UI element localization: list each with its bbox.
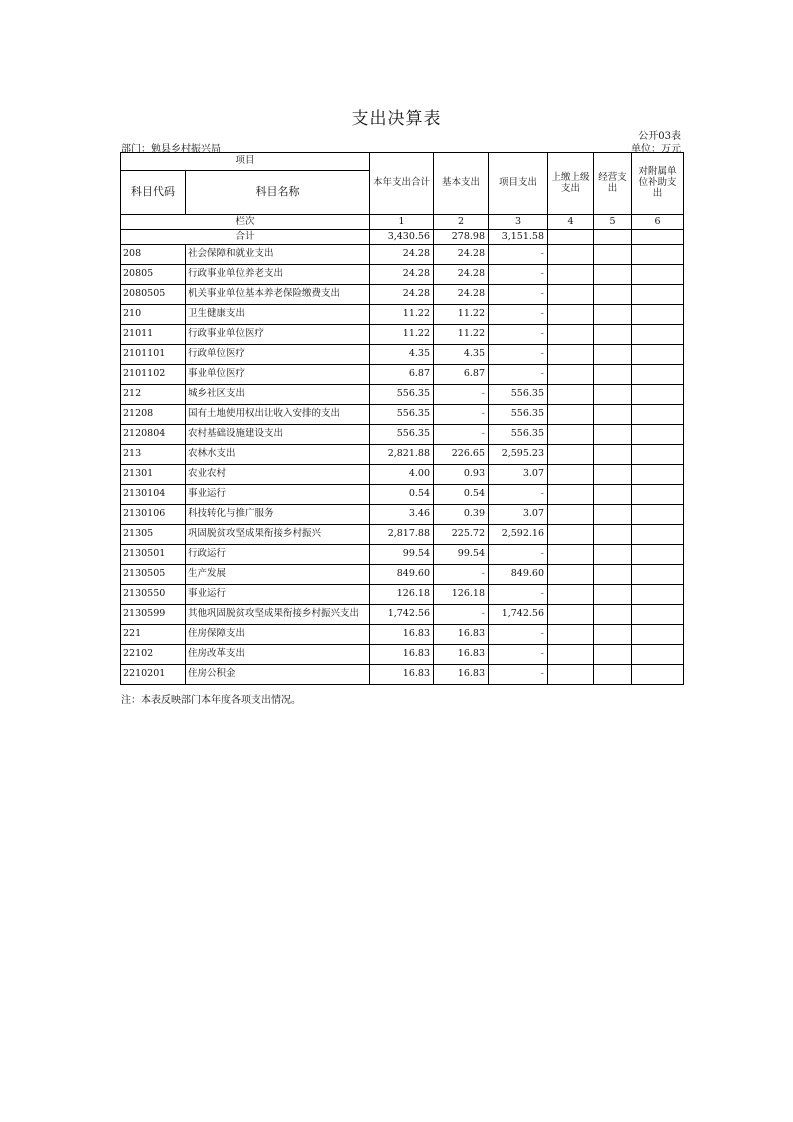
row-basic: 24.28 <box>434 265 489 285</box>
row-total: 16.83 <box>370 645 434 665</box>
row-name: 生产发展 <box>186 565 370 585</box>
header-total: 本年支出合计 <box>370 153 434 215</box>
row-basic: 6.87 <box>434 365 489 385</box>
row-upper <box>548 445 594 465</box>
row-project: - <box>489 325 548 345</box>
row-basic: 0.93 <box>434 465 489 485</box>
row-subsidy <box>632 445 684 465</box>
row-name: 住房保障支出 <box>186 625 370 645</box>
row-basic: - <box>434 405 489 425</box>
row-upper <box>548 565 594 585</box>
row-business <box>594 385 632 405</box>
row-subsidy <box>632 325 684 345</box>
row-total: 16.83 <box>370 665 434 685</box>
row-subsidy <box>632 285 684 305</box>
row-upper <box>548 345 594 365</box>
table-row <box>121 305 684 325</box>
footnote: 注：本表反映部门本年度各项支出情况。 <box>121 695 301 706</box>
row-business <box>594 545 632 565</box>
row-name: 农村基础设施建设支出 <box>186 425 370 445</box>
table-row <box>121 265 684 285</box>
row-name: 行政事业单位医疗 <box>186 325 370 345</box>
row-code: 2101102 <box>121 365 186 385</box>
row-name: 行政事业单位养老支出 <box>186 265 370 285</box>
row-subsidy <box>632 465 684 485</box>
row-total: 556.35 <box>370 425 434 445</box>
table-row <box>121 665 684 685</box>
table-row <box>121 245 684 265</box>
row-total: 2,821.88 <box>370 445 434 465</box>
row-name: 农业农村 <box>186 465 370 485</box>
row-basic: 0.39 <box>434 505 489 525</box>
row-basic: 225.72 <box>434 525 489 545</box>
row-name: 国有土地使用权出让收入安排的支出 <box>186 405 370 425</box>
total-total: 3,430.56 <box>370 230 434 245</box>
row-upper <box>548 285 594 305</box>
row-upper <box>548 505 594 525</box>
row-project: - <box>489 485 548 505</box>
row-subsidy <box>632 405 684 425</box>
header-subsidy: 对附属单位补助支出 <box>632 153 684 215</box>
row-project: 849.60 <box>489 565 548 585</box>
col-index-2: 2 <box>434 215 489 230</box>
row-subsidy <box>632 265 684 285</box>
row-code: 2130104 <box>121 485 186 505</box>
col-index-1: 1 <box>370 215 434 230</box>
header-name: 科目名称 <box>186 171 370 215</box>
row-total: 126.18 <box>370 585 434 605</box>
row-business <box>594 285 632 305</box>
row-name: 机关事业单位基本养老保险缴费支出 <box>186 285 370 305</box>
row-total: 1,742.56 <box>370 605 434 625</box>
total-subsidy <box>632 230 684 245</box>
row-upper <box>548 525 594 545</box>
row-basic: - <box>434 605 489 625</box>
row-project: - <box>489 285 548 305</box>
row-upper <box>548 645 594 665</box>
row-name: 事业运行 <box>186 485 370 505</box>
row-subsidy <box>632 365 684 385</box>
row-name: 其他巩固脱贫攻坚成果衔接乡村振兴支出 <box>186 605 370 625</box>
row-upper <box>548 605 594 625</box>
row-name: 行政运行 <box>186 545 370 565</box>
row-code: 21011 <box>121 325 186 345</box>
row-business <box>594 645 632 665</box>
col-index-5: 5 <box>594 215 632 230</box>
row-subsidy <box>632 665 684 685</box>
row-code: 2130550 <box>121 585 186 605</box>
row-subsidy <box>632 545 684 565</box>
row-subsidy <box>632 245 684 265</box>
col-index-label: 栏次 <box>121 215 370 230</box>
row-upper <box>548 545 594 565</box>
row-basic: 16.83 <box>434 625 489 645</box>
row-total: 99.54 <box>370 545 434 565</box>
row-project: - <box>489 365 548 385</box>
row-code: 2120804 <box>121 425 186 445</box>
row-name: 城乡社区支出 <box>186 385 370 405</box>
row-upper <box>548 665 594 685</box>
total-project: 3,151.58 <box>489 230 548 245</box>
row-project: - <box>489 625 548 645</box>
row-code: 20805 <box>121 265 186 285</box>
header-project: 项目支出 <box>489 153 548 215</box>
row-basic: 11.22 <box>434 305 489 325</box>
row-code: 210 <box>121 305 186 325</box>
row-name: 社会保障和就业支出 <box>186 245 370 265</box>
row-project: 556.35 <box>489 385 548 405</box>
table-row <box>121 405 684 425</box>
row-subsidy <box>632 505 684 525</box>
row-code: 21301 <box>121 465 186 485</box>
page-title: 支出决算表 <box>351 109 442 129</box>
col-index-3: 3 <box>489 215 548 230</box>
row-business <box>594 325 632 345</box>
row-code: 2080505 <box>121 285 186 305</box>
row-code: 213 <box>121 445 186 465</box>
row-basic: 4.35 <box>434 345 489 365</box>
row-business <box>594 425 632 445</box>
col-index-6: 6 <box>632 215 684 230</box>
table-row <box>121 465 684 485</box>
row-basic: 126.18 <box>434 585 489 605</box>
row-project: - <box>489 265 548 285</box>
row-subsidy <box>632 305 684 325</box>
total-label: 合计 <box>121 230 370 245</box>
department-label: 部门：勉县乡村振兴局 <box>121 144 221 155</box>
row-business <box>594 345 632 365</box>
form-code: 公开03表 <box>638 131 681 142</box>
row-project: 3.07 <box>489 465 548 485</box>
row-upper <box>548 365 594 385</box>
header-item: 项目 <box>121 153 370 171</box>
row-total: 6.87 <box>370 365 434 385</box>
row-project: 556.35 <box>489 405 548 425</box>
row-total: 2,817.88 <box>370 525 434 545</box>
row-business <box>594 365 632 385</box>
row-basic: 226.65 <box>434 445 489 465</box>
col-index-4: 4 <box>548 215 594 230</box>
row-code: 21305 <box>121 525 186 545</box>
row-basic: 24.28 <box>434 285 489 305</box>
table-row <box>121 385 684 405</box>
row-total: 4.35 <box>370 345 434 365</box>
row-subsidy <box>632 645 684 665</box>
row-business <box>594 585 632 605</box>
row-business <box>594 445 632 465</box>
row-business <box>594 605 632 625</box>
row-total: 24.28 <box>370 265 434 285</box>
row-code: 2101101 <box>121 345 186 365</box>
row-total: 24.28 <box>370 285 434 305</box>
table-row <box>121 345 684 365</box>
total-basic: 278.98 <box>434 230 489 245</box>
row-business <box>594 405 632 425</box>
header-basic: 基本支出 <box>434 153 489 215</box>
row-project: 2,595.23 <box>489 445 548 465</box>
row-name: 事业单位医疗 <box>186 365 370 385</box>
row-subsidy <box>632 605 684 625</box>
row-upper <box>548 425 594 445</box>
row-business <box>594 245 632 265</box>
row-code: 21208 <box>121 405 186 425</box>
total-business <box>594 230 632 245</box>
row-subsidy <box>632 525 684 545</box>
row-name: 科技转化与推广服务 <box>186 505 370 525</box>
row-business <box>594 525 632 545</box>
row-upper <box>548 485 594 505</box>
row-total: 24.28 <box>370 245 434 265</box>
table-row <box>121 605 684 625</box>
row-upper <box>548 245 594 265</box>
row-code: 2130505 <box>121 565 186 585</box>
row-subsidy <box>632 585 684 605</box>
row-code: 2130599 <box>121 605 186 625</box>
row-total: 4.00 <box>370 465 434 485</box>
row-name: 行政单位医疗 <box>186 345 370 365</box>
row-name: 卫生健康支出 <box>186 305 370 325</box>
row-total: 11.22 <box>370 305 434 325</box>
row-basic: - <box>434 565 489 585</box>
row-code: 22102 <box>121 645 186 665</box>
table-row <box>121 545 684 565</box>
row-project: 556.35 <box>489 425 548 445</box>
row-project: - <box>489 545 548 565</box>
table-row <box>121 445 684 465</box>
row-basic: 0.54 <box>434 485 489 505</box>
row-basic: 16.83 <box>434 665 489 685</box>
row-total: 556.35 <box>370 405 434 425</box>
row-code: 2210201 <box>121 665 186 685</box>
row-subsidy <box>632 425 684 445</box>
row-business <box>594 505 632 525</box>
header-business: 经营支出 <box>594 153 632 215</box>
row-code: 212 <box>121 385 186 405</box>
row-upper <box>548 625 594 645</box>
row-upper <box>548 585 594 605</box>
row-basic: 99.54 <box>434 545 489 565</box>
row-project: - <box>489 665 548 685</box>
row-upper <box>548 305 594 325</box>
row-code: 2130501 <box>121 545 186 565</box>
row-business <box>594 625 632 645</box>
table-row <box>121 365 684 385</box>
row-business <box>594 665 632 685</box>
row-project: 1,742.56 <box>489 605 548 625</box>
row-upper <box>548 465 594 485</box>
total-upper <box>548 230 594 245</box>
row-basic: - <box>434 385 489 405</box>
table-row <box>121 485 684 505</box>
row-project: - <box>489 345 548 365</box>
table-row <box>121 325 684 345</box>
total-row <box>121 230 684 245</box>
row-project: - <box>489 645 548 665</box>
row-subsidy <box>632 345 684 365</box>
row-name: 住房改革支出 <box>186 645 370 665</box>
row-name: 农林水支出 <box>186 445 370 465</box>
row-business <box>594 465 632 485</box>
row-total: 849.60 <box>370 565 434 585</box>
row-project: - <box>489 245 548 265</box>
table-row <box>121 585 684 605</box>
row-upper <box>548 265 594 285</box>
row-total: 556.35 <box>370 385 434 405</box>
row-business <box>594 485 632 505</box>
table-row <box>121 645 684 665</box>
row-upper <box>548 385 594 405</box>
table-row <box>121 425 684 445</box>
row-business <box>594 305 632 325</box>
row-upper <box>548 325 594 345</box>
row-subsidy <box>632 385 684 405</box>
row-subsidy <box>632 485 684 505</box>
header-code: 科目代码 <box>121 171 186 215</box>
row-code: 2130106 <box>121 505 186 525</box>
expenditure-table <box>120 152 684 685</box>
row-total: 11.22 <box>370 325 434 345</box>
row-project: 3.07 <box>489 505 548 525</box>
header-upper: 上缴上级支出 <box>548 153 594 215</box>
row-name: 事业运行 <box>186 585 370 605</box>
row-total: 3.46 <box>370 505 434 525</box>
row-name: 住房公积金 <box>186 665 370 685</box>
table-row <box>121 285 684 305</box>
row-code: 208 <box>121 245 186 265</box>
row-subsidy <box>632 625 684 645</box>
unit-label: 单位：万元 <box>631 144 681 155</box>
row-total: 16.83 <box>370 625 434 645</box>
row-basic: - <box>434 425 489 445</box>
row-basic: 16.83 <box>434 645 489 665</box>
table-row <box>121 525 684 545</box>
row-basic: 11.22 <box>434 325 489 345</box>
row-business <box>594 565 632 585</box>
table-row <box>121 625 684 645</box>
row-project: - <box>489 305 548 325</box>
row-project: 2,592.16 <box>489 525 548 545</box>
table-row <box>121 565 684 585</box>
row-upper <box>548 405 594 425</box>
row-basic: 24.28 <box>434 245 489 265</box>
row-code: 221 <box>121 625 186 645</box>
row-total: 0.54 <box>370 485 434 505</box>
row-name: 巩固脱贫攻坚成果衔接乡村振兴 <box>186 525 370 545</box>
row-project: - <box>489 585 548 605</box>
table-row <box>121 505 684 525</box>
row-business <box>594 265 632 285</box>
row-subsidy <box>632 565 684 585</box>
